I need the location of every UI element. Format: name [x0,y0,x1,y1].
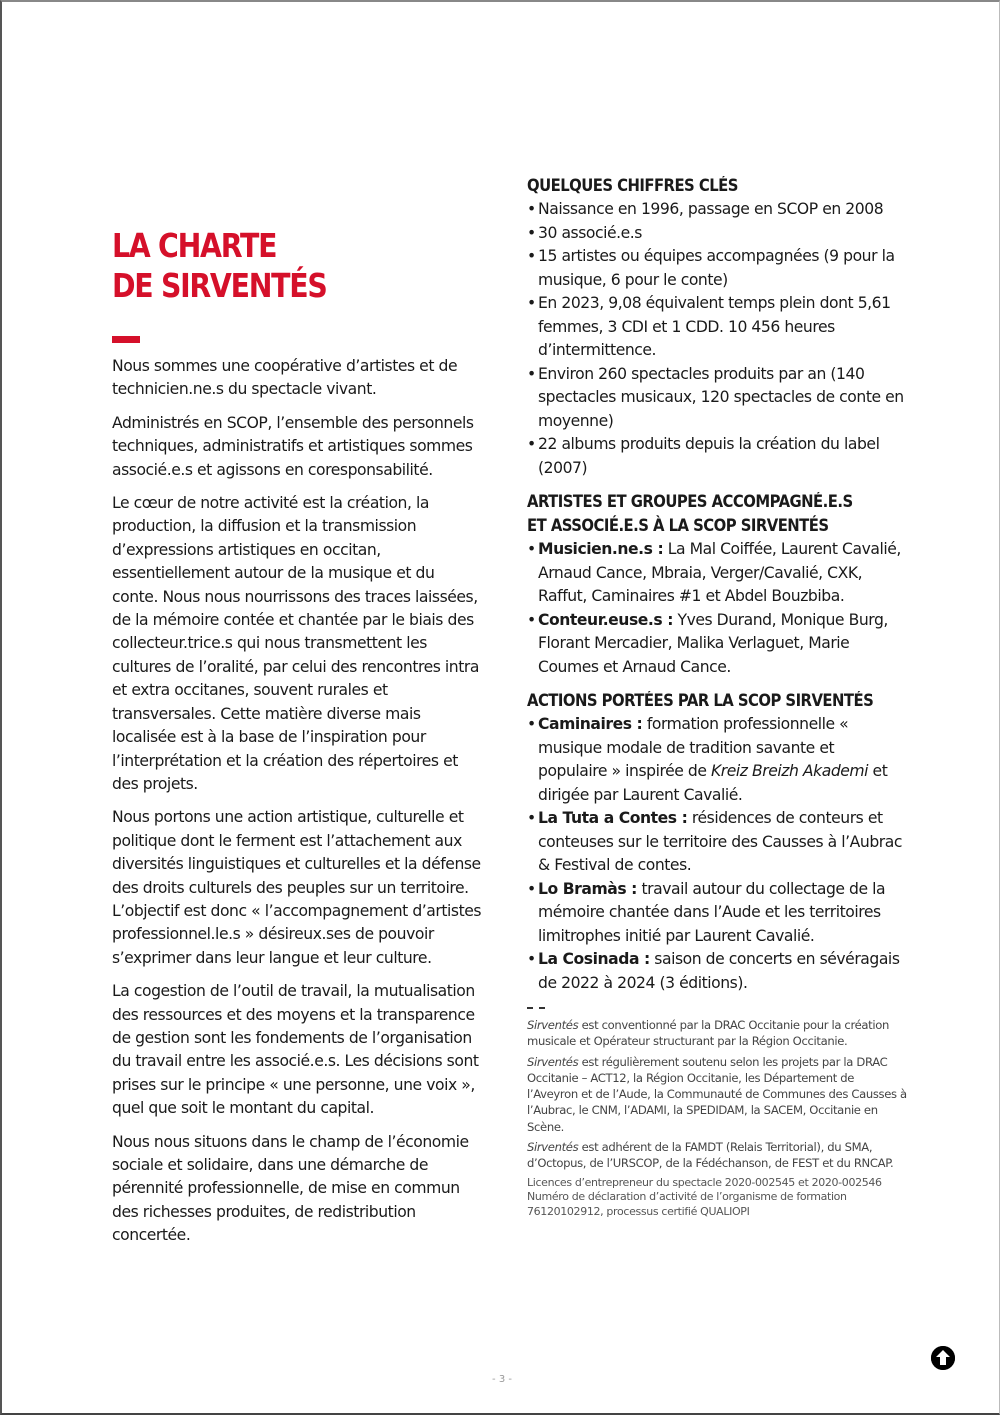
action-label: La Cosinada : [538,950,650,968]
footnote-paragraph [527,1017,907,1050]
action-label: Caminaires : [538,715,643,733]
list-item [527,807,907,878]
actions-section [527,689,907,995]
list-item: • En 2023, 9,08 équivalent temps plein dont 5,61 femmes, 3 CDI et 1 CDD. 10 456 heures d’intermittence. [527,292,907,363]
list-item: • Environ 260 spectacles produits par an (140 spectacles musicaux, 120 spectacles de conte en moyenne) [527,363,907,434]
footnote-paragraph [527,1054,907,1135]
red-accent-bar [112,336,140,343]
page-title [112,226,430,306]
charter-paragraph: Nous sommes une coopérative d’artistes et de technicien.ne.s du spectacle vivant. [112,357,458,399]
action-label: Lo Bramàs : [538,879,637,898]
charter-paragraph: La cogestion de l’outil de travail, la mutualisation des ressources et des moyens et la transparence de gestion sont les fondements de l’organisation du travail entre les associé.e.s. Les décisions sont prises sur le principe « une personne, une voix », quel que soit le montant du capital. [112,982,479,1118]
charter-paragraph: Le cœur de notre activité est la création, la production, la diffusion et la transmission d’expressions artistiques en occitan, essentiellement autour de la musique et du conte. Nous nous nourrissons des traces laissées, de la mémoire contée et chantée par le biais des collecteur.trice.s qui nous transmettent les cultures de l’oralité, par celui des rencontres intra et extra occitanes, souvent rurales et transversales. Cette matière diverse mais localisée est à la base de l’inspiration pour l’interprétation et la création des répertoires et des projets. [112,494,479,793]
list-item [527,538,907,609]
footnote-text: est régulièrement soutenu selon les projets par la DRAC Occitanie – ACT12, la Région Occitanie, les Département de l’Aveyron et de l’Aude, la Communauté de Communes des Causses à l’Aubrac, le CNM, l’ADAMI, la SPEDIDAM, la SACEM, Occitanie en Scène. [527,1054,907,1134]
musicians-text: La Mal Coiffée, Laurent Cavalié, Arnaud Cance, Mbraia, Verger/Cavalié, CXK, Raffut, Caminaires #1 et Abdel Bouzbiba. [538,540,901,605]
list-item [527,609,907,680]
footnote-paragraph [527,1139,907,1172]
storytellers-text: Yves Durand, Monique Burg, Florant Mercadier, Malika Verlaguet, Marie Coumes et Arnaud Cance. [538,610,888,676]
title-line-2: DE SIRVENTÉS [112,266,327,305]
action-label: La Tuta a Contes : [538,809,688,827]
arrow-up-circle-icon [931,1346,955,1370]
footnote-text: est adhérent de la FAMDT (Relais Territorial), du SMA, d’Octopus, de l’URSCOP, de la Fédéchanson, de FEST et du RNCAP. [527,1140,894,1171]
info-column [527,174,907,1223]
back-to-top-button[interactable] [931,1346,955,1370]
brand-name: Sirventés [527,1054,579,1069]
storytellers-label: Conteur.euse.s : [538,610,673,629]
licences-text [527,1176,907,1220]
charter-paragraph: Nous nous situons dans le champ de l’économie sociale et solidaire, dans une démarche de pérennité professionnelle, de mise en commun des richesses produites, de redistribution concertée. [112,1132,469,1245]
licences-line: Licences d’entrepreneur du spectacle 2020-002545 et 2020-002546 [527,1175,882,1189]
actions-heading: ACTIONS PORTÉES PAR LA SCOP SIRVENTÉS [527,691,874,710]
brand-name: Sirventés [527,1140,579,1155]
musicians-label: Musicien.ne.s : [538,540,664,558]
action-text-after: et dirigée par Laurent Cavalié. [538,762,888,804]
charter-paragraph: Administrés en SCOP, l’ensemble des personnels techniques, administratifs et artistiques sommes associé.e.s et agissons en coresponsabilité. [112,413,474,479]
actions-list [527,713,907,995]
key-figures-heading: QUELQUES CHIFFRES CLÉS [527,176,738,195]
key-figures-list [527,198,907,480]
declaration-line: Numéro de déclaration d’activité de l’organisme de formation 76120102912, processus certifié QUALIOPI [527,1190,847,1218]
charter-paragraph: Nous portons une action artistique, culturelle et politique dont le ferment est l’attachement aux diversités linguistiques et culturelles et la défense des droits culturels des peuples sur un territoire. L’objectif est donc « l’accompagnement d’artistes professionnel.le.s » désireux.ses de pouvoir s’exprimer dans leur langue et leur culture. [112,808,482,967]
action-text: formation professionnelle « musique modale de tradition savante et populaire » inspirée de [538,715,849,780]
list-item: • 22 albums produits depuis la création du label (2007) [527,433,907,480]
artists-heading-line-2: ET ASSOCIÉ.E.S À LA SCOP SIRVENTÉS [527,516,829,535]
title-line-1: LA CHARTE [112,226,277,265]
charter-column [112,226,482,1258]
action-text: résidences de conteurs et conteuses sur le territoire des Causses à l’Aubrac & Festival de contes. [538,809,902,874]
action-italic: Kreiz Breizh Akademi [711,762,869,780]
artists-heading-line-1: ARTISTES ET GROUPES ACCOMPAGNÉ.E.S [527,492,853,511]
list-item: • 30 associé.e.s [527,222,907,246]
footnote-divider [527,1007,545,1011]
list-item [527,878,907,949]
list-item [527,713,907,807]
action-text: travail autour du collectage de la mémoire chantée dans l’Aude et les territoires limitrophes initié par Laurent Cavalié. [538,879,886,945]
list-item: • 15 artistes ou équipes accompagnées (9 pour la musique, 6 pour le conte) [527,245,907,292]
footnotes [527,1007,907,1219]
list-item [527,948,907,995]
page-number: - 3 - [492,1374,512,1385]
artists-heading [527,490,869,538]
footnote-text: est conventionné par la DRAC Occitanie pour la création musicale et Opérateur structurant par la Région Occitanie. [527,1018,889,1049]
key-figures-section [527,174,907,480]
artists-list [527,538,907,679]
action-text: saison de concerts en sévéragais de 2022 à 2024 (3 éditions). [538,950,900,992]
list-item: • Naissance en 1996, passage en SCOP en 2008 [527,198,907,222]
artists-section [527,490,907,679]
brand-name: Sirventés [527,1018,579,1032]
